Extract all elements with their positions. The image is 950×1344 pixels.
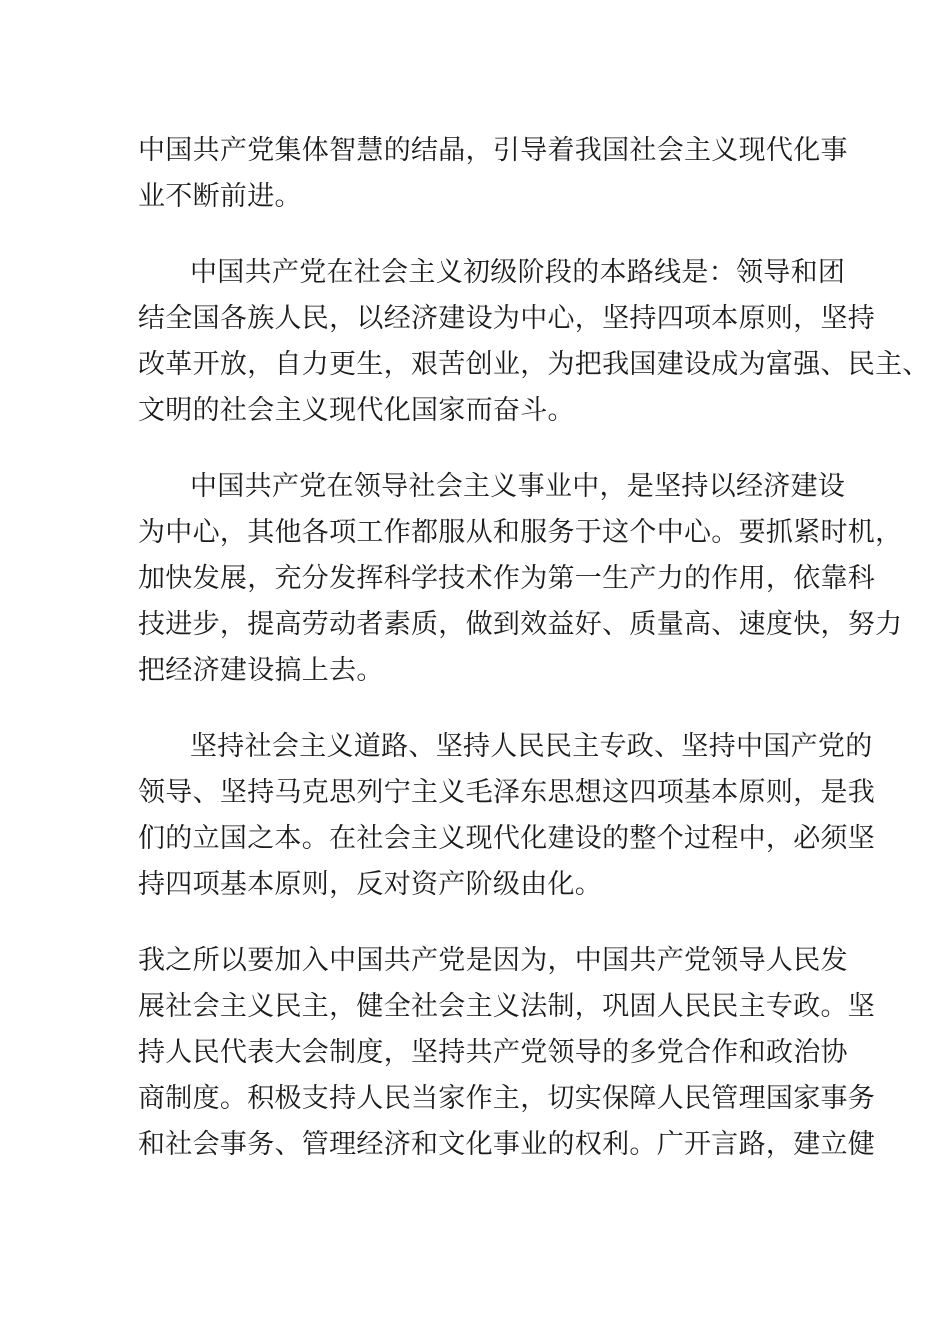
paragraph-line: 们的立国之本。在社会主义现代化建设的整个过程中，必须坚: [138, 823, 876, 854]
paragraph-line: 持四项基本原则，反对资产阶级由化。: [138, 869, 603, 900]
paragraph-5: [138, 938, 876, 1168]
paragraph-line: 中国共产党在社会主义初级阶段的本路线是：领导和团: [190, 257, 846, 288]
paragraph-line: 技进步，提高劳动者素质，做到效益好、质量高、速度快，努力: [138, 609, 903, 640]
paragraph-line: 把经济建设搞上去。: [138, 655, 384, 686]
paragraph-line: 业不断前进。: [138, 181, 302, 212]
paragraph-line: 为中心，其他各项工作都服从和服务于这个中心。要抓紧时机，: [138, 517, 903, 548]
paragraph-line: 商制度。积极支持人民当家作主，切实保障人民管理国家事务: [138, 1083, 876, 1114]
paragraph-line: 中国共产党集体智慧的结晶，引导着我国社会主义现代化事: [138, 135, 848, 166]
paragraph-line: 展社会主义民主，健全社会主义法制，巩固人民民主专政。坚: [138, 991, 876, 1022]
paragraph-line: 坚持社会主义道路、坚持人民民主专政、坚持中国产党的: [190, 731, 873, 762]
paragraph-line: 中国共产党在领导社会主义事业中，是坚持以经济建设: [190, 471, 846, 502]
paragraph-line: 持人民代表大会制度，坚持共产党领导的多党合作和政治协: [138, 1037, 848, 1068]
paragraph-line: 加快发展，充分发挥科学技术作为第一生产力的作用，依靠科: [138, 563, 876, 594]
paragraph-line: 我之所以要加入中国共产党是因为，中国共产党领导人民发: [138, 945, 848, 976]
paragraph-4: [138, 724, 876, 908]
paragraph-line: 改革开放，自力更生，艰苦创业，为把我国建设成为富强、民主、: [138, 349, 930, 380]
document-body: [138, 128, 930, 1168]
paragraph-line: 领导、坚持马克思列宁主义毛泽东思想这四项基本原则，是我: [138, 777, 876, 808]
paragraph-1: [138, 128, 848, 220]
paragraph-line: 文明的社会主义现代化国家而奋斗。: [138, 395, 575, 426]
paragraph-2: [138, 250, 930, 434]
paragraph-3: [138, 464, 903, 694]
paragraph-line: 和社会事务、管理经济和文化事业的权利。广开言路，建立健: [138, 1129, 876, 1160]
paragraph-line: 结全国各族人民，以经济建设为中心，坚持四项本原则，坚持: [138, 303, 876, 334]
